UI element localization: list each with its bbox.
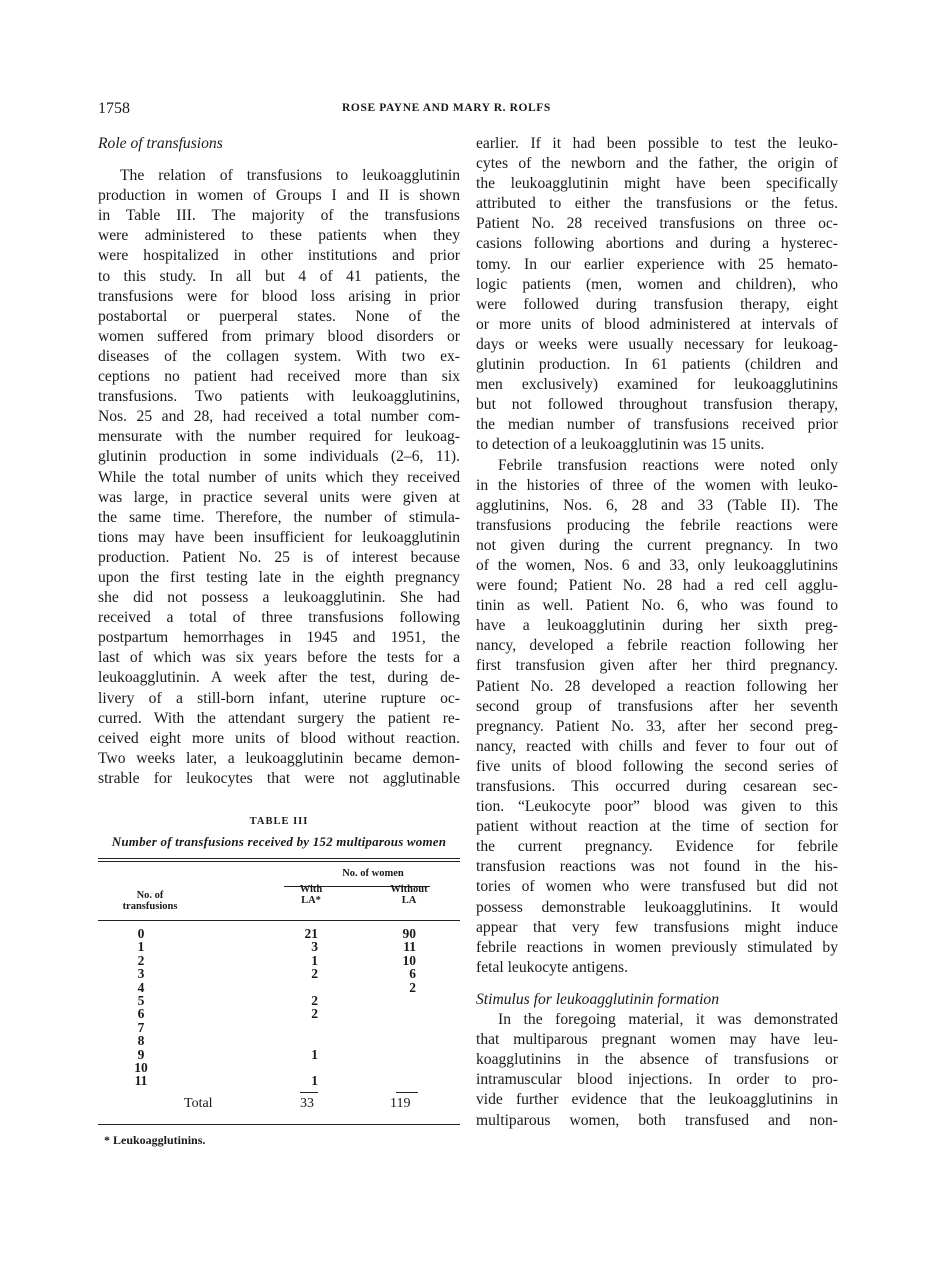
cell-with-la: 2 — [311, 966, 318, 982]
text-line: cytes of the newborn and the father, the origin of — [476, 155, 838, 173]
text-line: the current pregnancy. Evidence for febrile — [476, 838, 838, 856]
text-line: logic patients (men, women and children), who — [476, 275, 838, 293]
cell-transfusions: 3 — [137, 966, 145, 982]
text-line: tion. “Leukocyte poor” blood was given to this — [476, 798, 838, 816]
section-heading-stimulus: Stimulus for leukoagglutinin formation — [476, 990, 720, 1008]
cell-with-la: 3 — [311, 939, 318, 955]
text-line: but not followed throughout transfusion therapy, — [476, 396, 838, 414]
table-row — [98, 954, 460, 967]
text-line: tomy. In our earlier experience with 25 hemato- — [476, 255, 838, 273]
page-number: 1758 — [98, 100, 130, 117]
text-line: tories of women who were transfused but did not — [476, 878, 838, 896]
table-row — [98, 1061, 460, 1074]
cell-transfusions: 2 — [137, 952, 145, 968]
cell-without-la: 10 — [402, 952, 416, 968]
text-line: strable for leukocytes that were not agglutinable — [98, 769, 460, 787]
text-line: in the histories of three of the women with leuko- — [476, 476, 838, 494]
text-line: days or weeks were usually necessary for leukoag- — [476, 335, 838, 353]
text-line: the median number of transfusions received prior — [476, 416, 838, 434]
group-header-no-of-women: No. of women — [342, 868, 404, 879]
text-line: vide further evidence that the leukoagglutinins in — [476, 1091, 838, 1109]
text-line: was large, in practice several units were given at — [98, 488, 460, 506]
text-line: casions following abortions and during a hysterec- — [476, 235, 838, 253]
section-heading-role-of-transfusions: Role of transfusions — [98, 135, 223, 152]
text-line: mensurate with the number required for leukoag- — [98, 428, 460, 446]
text-line: glutinin production. In 61 patients (children and — [476, 356, 838, 374]
cell-with-la: 2 — [311, 992, 318, 1008]
text-line: not given during the current pregnancy. In two — [476, 536, 838, 554]
text-line: ceived eight more units of blood without reaction. — [98, 729, 460, 747]
table-row — [98, 1007, 460, 1020]
text-line: she did not possess a leukoagglutinin. She had — [98, 589, 460, 607]
text-line: production. Patient No. 25 is of interest because — [98, 548, 460, 566]
text-line: Patient No. 28 received transfusions on three oc- — [476, 215, 838, 233]
running-head: ROSE PAYNE AND MARY R. ROLFS — [342, 102, 551, 114]
table-row — [98, 981, 460, 994]
table-row — [98, 967, 460, 980]
cell-without-la: 6 — [409, 966, 416, 982]
text-line: leukoagglutinin. A week after the test, during de- — [98, 669, 460, 687]
table-row — [98, 1021, 460, 1034]
paragraph-transfusions — [98, 166, 460, 789]
text-line: second group of transfusions after her seventh — [476, 697, 838, 715]
paragraph-stimulus — [476, 1010, 838, 1131]
text-line: postpartum hemorrhages in 1945 and 1951, the — [98, 629, 460, 647]
text-line: tions may have been insufficient for leukoagglutinin — [98, 528, 460, 546]
table-total-row — [98, 1096, 460, 1124]
text-line: first transfusion given after her third pregnancy. — [476, 657, 838, 675]
text-line: of the women, Nos. 6 and 33, only leukoagglutinins — [476, 556, 838, 574]
text-line: possess demonstrable leukoagglutinins. It would — [476, 898, 838, 916]
text-line: The relation of transfusions to leukoagglutinin — [120, 167, 460, 185]
column-header-with-la — [286, 884, 336, 906]
cell-transfusions: 0 — [137, 926, 145, 941]
text-line: diseases of the collagen system. With two ex- — [98, 347, 460, 365]
text-line: were found; Patient No. 28 had a red cell agglu- — [476, 577, 838, 595]
text-line: earlier. If it had been possible to test the leuko- — [476, 135, 838, 152]
cell-transfusions: 8 — [137, 1033, 145, 1049]
text-line: tinin as well. Patient No. 6, who was found to — [476, 597, 838, 615]
text-line: transfusions. Two patients with leukoagglutinins, — [98, 388, 460, 406]
text-line: nancy, reacted with chills and fever to four out of — [476, 737, 838, 755]
text-line: curred. With the attendant surgery the patient re- — [98, 709, 460, 727]
text-line: Nos. 25 and 28, had received a total number com- — [98, 408, 460, 426]
cell-transfusions: 4 — [137, 979, 145, 995]
cell-transfusions: 6 — [137, 1006, 145, 1022]
cell-without-la: 90 — [402, 926, 416, 941]
table-row — [98, 927, 460, 940]
text-line: ceptions no patient had received more than six — [98, 368, 460, 386]
table-header — [98, 862, 460, 920]
cell-with-la: 1 — [311, 952, 318, 968]
table-row — [98, 994, 460, 1007]
total-rule-without — [396, 1092, 418, 1093]
left-column — [98, 134, 460, 789]
text-line: postabortal or puerperal states. None of the — [98, 307, 460, 325]
cell-with-la: 2 — [311, 1006, 318, 1022]
text-line: the leukoagglutinin might have been specifically — [476, 175, 838, 193]
text-line: In the foregoing material, it was demonstrated — [498, 1011, 838, 1029]
text-line: febrile reactions in women previously stimulated by — [476, 938, 838, 956]
cell-transfusions: 5 — [137, 992, 145, 1008]
text-line: five units of blood following the second series of — [476, 757, 838, 775]
cell-with-la: 1 — [311, 1046, 318, 1062]
text-line: Two weeks later, a leukoagglutinin became demon- — [98, 749, 460, 767]
paragraph-continued — [476, 134, 838, 456]
table-label: TABLE III — [249, 816, 309, 827]
text-line: were followed during transfusion therapy, eight — [476, 295, 838, 313]
text-line: transfusions were for blood loss arising in prior — [98, 287, 460, 305]
column-header-line: LA* — [301, 895, 321, 906]
cell-with-la: 1 — [311, 1073, 318, 1089]
cell-with-la: 21 — [304, 926, 318, 941]
text-line: glutinin production in some individuals (2–6, 11). — [98, 448, 460, 466]
column-header-line: LA — [401, 895, 417, 906]
text-line: pregnancy. Patient No. 33, after her second preg- — [476, 717, 838, 735]
table-row — [98, 1034, 460, 1047]
text-line: transfusions producing the febrile reactions were — [476, 516, 838, 534]
text-line: women suffered from primary blood disorders or — [98, 327, 460, 345]
text-line: to this study. In all but 4 of 41 patients, the — [98, 267, 460, 285]
text-line: multiparous women, both transfused and non- — [476, 1111, 838, 1129]
text-line: upon the first testing late in the eighth pregnancy — [98, 568, 460, 586]
cell-transfusions: 11 — [134, 1073, 148, 1089]
text-line: were administered to these patients when they — [98, 227, 460, 245]
cell-without-la: 11 — [403, 939, 416, 955]
text-line: that multiparous pregnant women may have leu- — [476, 1031, 838, 1049]
paragraph-febrile-reactions — [476, 456, 838, 978]
page-header — [98, 100, 858, 120]
column-header-line: With — [299, 884, 323, 895]
column-header-line: transfusions — [122, 901, 178, 912]
text-line: koagglutinins in the absence of transfusions or — [476, 1051, 838, 1069]
table-bottom-rule — [98, 1124, 460, 1125]
text-line: or more units of blood administered at intervals of — [476, 315, 838, 333]
cell-transfusions: 1 — [137, 939, 145, 955]
total-label: Total — [184, 1095, 213, 1111]
cell-transfusions: 9 — [137, 1046, 145, 1062]
text-line: in Table III. The majority of the transfusions — [98, 207, 460, 225]
column-header-line: Without — [390, 884, 428, 895]
table-row — [98, 940, 460, 953]
table-row — [98, 1048, 460, 1061]
total-with-la: 33 — [300, 1095, 314, 1111]
cell-transfusions: 10 — [134, 1059, 148, 1075]
text-line: Febrile transfusion reactions were noted only — [498, 456, 838, 474]
text-line: nancy, developed a febrile reaction following her — [476, 637, 838, 655]
text-line: While the total number of units which they received — [98, 468, 460, 486]
text-line: received a total of three transfusions following — [98, 609, 460, 627]
column-header-transfusions — [98, 890, 202, 912]
right-column — [476, 134, 838, 1131]
table-caption: Number of transfusions received by 152 multiparous women — [111, 834, 447, 849]
table-iii — [98, 816, 460, 1148]
text-line: transfusions. This occurred during cesarean sec- — [476, 778, 838, 795]
cell-without-la: 2 — [409, 979, 416, 995]
text-line: Patient No. 28 developed a reaction following her — [476, 677, 838, 695]
text-line: transfusion reactions was not found in the his- — [476, 858, 838, 876]
cell-transfusions: 7 — [137, 1019, 145, 1035]
text-line: livery of a still-born infant, uterine rupture oc- — [98, 689, 460, 707]
text-line: production in women of Groups I and II is shown — [98, 187, 460, 205]
text-line: agglutinins, Nos. 6, 28 and 33 (Table II). The — [476, 496, 838, 514]
table-row — [98, 1074, 460, 1087]
table-body — [98, 921, 460, 1090]
text-line: appear that very few transfusions might induce — [476, 918, 838, 936]
text-line: the same time. Therefore, the number of stimula- — [98, 508, 460, 526]
total-rule-with — [300, 1092, 318, 1093]
total-without-la: 119 — [390, 1095, 411, 1111]
text-line: fetal leukocyte antigens. — [476, 958, 628, 976]
column-header-without-la — [378, 884, 440, 906]
text-line: men exclusively) examined for leukoagglutinins — [476, 376, 838, 394]
text-line: attributed to either the transfusions or the fetus. — [476, 195, 838, 213]
text-line: last of which was six years before the tests for a — [98, 649, 460, 667]
text-line: to detection of a leukoagglutinin was 15 units. — [476, 436, 765, 454]
table-footnote: * Leukoagglutinins. — [104, 1132, 206, 1147]
text-line: patient without reaction at the time of section for — [476, 818, 838, 836]
column-header-line: No. of — [136, 890, 164, 901]
text-line: have a leukoagglutinin during her sixth preg- — [476, 617, 838, 635]
text-line: were hospitalized in other institutions and prior — [98, 247, 460, 265]
text-line: intramuscular blood injections. In order to pro- — [476, 1071, 838, 1089]
